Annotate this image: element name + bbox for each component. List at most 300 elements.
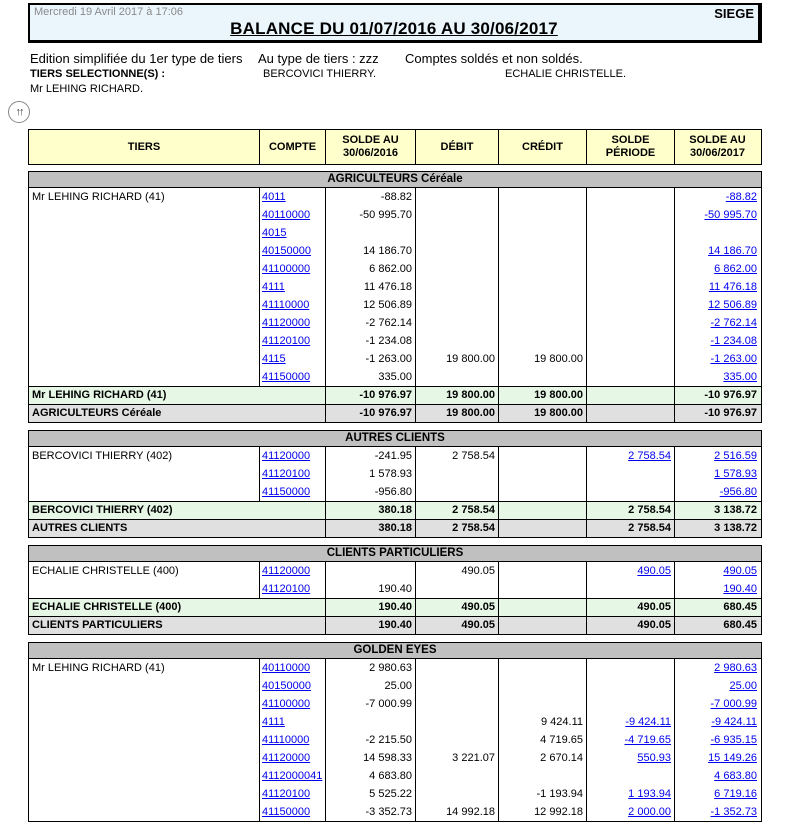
solde-periode-link[interactable]: 2 000.00 — [628, 806, 671, 818]
total-label: AUTRES CLIENTS — [32, 522, 128, 534]
solde-2017-cell — [674, 659, 760, 677]
report-page — [15, 3, 762, 822]
table-row — [29, 242, 761, 260]
subtotal-value: 19 800.00 — [415, 387, 498, 404]
tiers-cell — [29, 314, 259, 332]
compte-cell — [259, 580, 325, 598]
section-golden-eyes — [28, 642, 762, 822]
solde-2017-cell — [674, 224, 760, 242]
section-agriculteurs-c-r-ale — [28, 171, 762, 423]
compte-link[interactable]: 41120000 — [262, 752, 311, 764]
solde-2017-link[interactable]: -2 762.14 — [710, 317, 757, 329]
solde-2016-cell: 190.40 — [325, 580, 415, 598]
table-row — [29, 350, 761, 368]
table-row — [29, 368, 761, 386]
compte-link[interactable]: 40110000 — [262, 209, 311, 221]
column-header-solde-periode: SOLDE PÉRIODE — [586, 130, 674, 164]
compte-link[interactable]: 41120100 — [262, 583, 311, 595]
subtotal-value: 680.45 — [674, 599, 760, 616]
solde-2016-cell: -241.95 — [325, 447, 415, 465]
total-value: 3 138.72 — [674, 520, 760, 537]
section-autres-clients — [28, 430, 762, 538]
table-row — [29, 188, 761, 206]
table-row — [29, 206, 761, 224]
solde-2016-cell: -7 000.99 — [325, 695, 415, 713]
solde-2017-cell — [674, 731, 760, 749]
debit-cell: 19 800.00 — [415, 350, 498, 368]
solde-2016-cell: 335.00 — [325, 368, 415, 386]
debit-cell — [415, 713, 498, 731]
compte-cell — [259, 749, 325, 767]
solde-2017-cell — [674, 260, 760, 278]
table-row — [29, 695, 761, 713]
report-meta — [28, 51, 762, 99]
credit-cell: 9 424.11 — [498, 713, 586, 731]
tiers-cell: Mr LEHING RICHARD (41) — [32, 662, 165, 674]
solde-periode-link[interactable]: 2 758.54 — [628, 450, 671, 462]
solde-2017-link[interactable]: 2 980.63 — [714, 662, 757, 674]
debit-cell — [415, 278, 498, 296]
tiers-cell — [29, 465, 259, 483]
solde-2017-link[interactable]: 2 516.59 — [714, 450, 757, 462]
solde-2017-link[interactable]: 490.05 — [723, 565, 757, 577]
subtotal-value: 19 800.00 — [498, 387, 586, 404]
compte-cell — [259, 713, 325, 731]
compte-link[interactable]: 41100000 — [262, 698, 311, 710]
compte-cell — [259, 350, 325, 368]
tiers-cell: ECHALIE CHRISTELLE (400) — [32, 565, 179, 577]
solde-periode-cell — [586, 296, 674, 314]
compte-link[interactable]: 40150000 — [262, 680, 311, 692]
solde-periode-cell — [586, 677, 674, 695]
compte-link[interactable]: 40110000 — [262, 662, 311, 674]
tiers-cell — [29, 296, 259, 314]
column-header-solde-2016: SOLDE AU 30/06/2016 — [325, 130, 415, 164]
solde-2017-cell — [674, 314, 760, 332]
report-datetime: Mercredi 19 Avril 2017 à 17:06 — [34, 6, 183, 18]
compte-cell — [259, 803, 325, 821]
solde-2017-cell — [674, 296, 760, 314]
tiers-cell — [29, 224, 259, 242]
solde-periode-cell — [586, 278, 674, 296]
credit-cell — [498, 242, 586, 260]
table-row — [29, 803, 761, 821]
compte-link[interactable]: 41110000 — [262, 299, 310, 311]
tiers-cell — [29, 713, 259, 731]
tiers-cell — [29, 785, 259, 803]
tiers-cell — [29, 803, 259, 821]
solde-2016-cell: -1 234.08 — [325, 332, 415, 350]
solde-2017-link[interactable]: -1 234.08 — [710, 335, 757, 347]
solde-2016-cell — [325, 713, 415, 731]
solde-periode-cell — [586, 785, 674, 803]
comptes-mode: Comptes soldés et non soldés. — [405, 51, 583, 66]
section-title: AGRICULTEURS Céréale — [29, 172, 761, 188]
solde-periode-cell — [586, 188, 674, 206]
table-row — [29, 278, 761, 296]
solde-2016-cell: 6 862.00 — [325, 260, 415, 278]
solde-2017-link[interactable]: 14 186.70 — [708, 245, 757, 257]
subtotal-value: -10 976.97 — [325, 387, 415, 404]
debit-cell — [415, 731, 498, 749]
solde-periode-cell — [586, 350, 674, 368]
solde-2017-link[interactable]: -88.82 — [725, 191, 757, 203]
solde-periode-link[interactable]: 490.05 — [637, 565, 671, 577]
solde-2017-cell — [674, 465, 760, 483]
table-header — [28, 129, 762, 165]
compte-cell — [259, 188, 325, 206]
credit-cell — [498, 314, 586, 332]
total-value — [498, 617, 586, 634]
solde-2016-cell: -2 215.50 — [325, 731, 415, 749]
solde-2016-cell: 5 525.22 — [325, 785, 415, 803]
compte-link[interactable]: 4015 — [262, 227, 287, 239]
solde-2017-link[interactable]: 15 149.26 — [708, 752, 757, 764]
solde-2017-link[interactable]: 4 683.80 — [714, 770, 757, 782]
solde-2017-cell — [674, 785, 760, 803]
solde-2016-cell: -956.80 — [325, 483, 415, 501]
subtotal-value: -10 976.97 — [674, 387, 760, 404]
solde-2016-cell: 25.00 — [325, 677, 415, 695]
total-label: CLIENTS PARTICULIERS — [32, 619, 163, 631]
credit-cell: -1 193.94 — [498, 785, 586, 803]
column-header-compte: COMPTE — [259, 130, 325, 164]
section-title: CLIENTS PARTICULIERS — [29, 546, 761, 562]
subtotal-value: 490.05 — [415, 599, 498, 616]
tiers-cell: Mr LEHING RICHARD (41) — [32, 191, 165, 203]
selected-tiers-3: Mr LEHING RICHARD. — [30, 83, 144, 95]
compte-link[interactable]: 4112000041 — [262, 770, 323, 782]
solde-2017-link[interactable]: 335.00 — [723, 371, 757, 383]
subtotal-label: ECHALIE CHRISTELLE (400) — [32, 601, 182, 613]
compte-cell — [259, 677, 325, 695]
debit-cell — [415, 695, 498, 713]
total-value: 19 800.00 — [415, 405, 498, 422]
subtotal-value — [586, 387, 674, 404]
column-header-solde-2017: SOLDE AU 30/06/2017 — [674, 130, 760, 164]
solde-2017-cell — [674, 332, 760, 350]
solde-periode-link[interactable]: -9 424.11 — [625, 716, 671, 728]
credit-cell — [498, 278, 586, 296]
debit-cell: 3 221.07 — [415, 749, 498, 767]
table-row — [29, 224, 761, 242]
compte-cell — [259, 368, 325, 386]
credit-cell — [498, 206, 586, 224]
credit-cell — [498, 767, 586, 785]
solde-2017-cell — [674, 713, 760, 731]
credit-cell — [498, 562, 586, 580]
solde-2017-cell — [674, 562, 760, 580]
solde-periode-cell — [586, 695, 674, 713]
subtotal-row — [29, 501, 761, 519]
tiers-cell — [29, 278, 259, 296]
solde-2016-cell: -3 352.73 — [325, 803, 415, 821]
compte-link[interactable]: 41120000 — [262, 317, 311, 329]
solde-2017-cell — [674, 580, 760, 598]
solde-periode-cell — [586, 580, 674, 598]
compte-link[interactable]: 41120100 — [262, 788, 311, 800]
total-row — [29, 404, 761, 422]
debit-cell — [415, 368, 498, 386]
column-header-tiers: TIERS — [127, 140, 161, 153]
solde-periode-link[interactable]: 1 193.94 — [628, 788, 671, 800]
tiers-cell — [29, 580, 259, 598]
tiers-type: Au type de tiers : zzz — [258, 51, 379, 66]
selected-tiers-2: ECHALIE CHRISTELLE. — [505, 68, 627, 80]
section-title: GOLDEN EYES — [29, 643, 761, 659]
section-clients-particuliers — [28, 545, 762, 635]
solde-periode-cell — [586, 332, 674, 350]
tiers-cell — [29, 749, 259, 767]
org-label: SIEGE — [714, 6, 754, 21]
subtotal-row — [29, 386, 761, 404]
debit-cell — [415, 188, 498, 206]
tiers-cell — [29, 206, 259, 224]
total-label: AGRICULTEURS Céréale — [32, 407, 162, 419]
solde-2017-link[interactable]: 6 719.16 — [714, 788, 757, 800]
compte-cell — [259, 731, 325, 749]
compte-cell — [259, 767, 325, 785]
solde-periode-cell — [586, 483, 674, 501]
solde-periode-cell — [586, 767, 674, 785]
solde-periode-cell — [586, 314, 674, 332]
table-row — [29, 260, 761, 278]
credit-cell — [498, 659, 586, 677]
solde-2016-cell — [325, 224, 415, 242]
solde-periode-link[interactable]: -4 719.65 — [624, 734, 671, 746]
debit-cell — [415, 224, 498, 242]
credit-cell — [498, 465, 586, 483]
column-header-debit: DÉBIT — [415, 130, 498, 164]
solde-periode-cell — [586, 659, 674, 677]
compte-cell — [259, 447, 325, 465]
total-value: 2 758.54 — [415, 520, 498, 537]
tiers-cell — [29, 677, 259, 695]
solde-periode-cell — [586, 562, 674, 580]
total-value: -10 976.97 — [325, 405, 415, 422]
solde-periode-cell — [586, 224, 674, 242]
compte-link[interactable]: 41120100 — [262, 468, 311, 480]
table-row — [29, 483, 761, 501]
solde-2017-link[interactable]: -1 263.00 — [710, 353, 757, 365]
credit-cell: 12 992.18 — [498, 803, 586, 821]
debit-cell — [415, 332, 498, 350]
total-value: 19 800.00 — [498, 405, 586, 422]
debit-cell — [415, 677, 498, 695]
report-banner — [28, 3, 762, 43]
compte-link[interactable]: 41110000 — [262, 734, 310, 746]
compte-cell — [259, 242, 325, 260]
compte-link[interactable]: 41150000 — [262, 806, 311, 818]
debit-cell: 490.05 — [415, 562, 498, 580]
section-title: AUTRES CLIENTS — [29, 431, 761, 447]
solde-2017-cell — [674, 767, 760, 785]
solde-periode-cell — [586, 447, 674, 465]
subtotal-value: 490.05 — [586, 599, 674, 616]
table-row — [29, 447, 761, 465]
table-row — [29, 731, 761, 749]
solde-2016-cell: -50 995.70 — [325, 206, 415, 224]
solde-2016-cell: 12 506.89 — [325, 296, 415, 314]
total-row — [29, 519, 761, 537]
solde-periode-cell — [586, 713, 674, 731]
table-row — [29, 332, 761, 350]
subtotal-value: 2 758.54 — [586, 502, 674, 519]
table-body — [28, 171, 762, 822]
solde-2017-cell — [674, 749, 760, 767]
selected-tiers-1: BERCOVICI THIERRY. — [263, 68, 377, 80]
solde-2016-cell — [325, 562, 415, 580]
total-value: 680.45 — [674, 617, 760, 634]
subtotal-value — [498, 599, 586, 616]
solde-2017-cell — [674, 677, 760, 695]
credit-cell — [498, 695, 586, 713]
solde-2017-cell — [674, 695, 760, 713]
table-row — [29, 767, 761, 785]
subtotal-value: 380.18 — [325, 502, 415, 519]
credit-cell — [498, 188, 586, 206]
compte-link[interactable]: 41120100 — [262, 335, 311, 347]
table-row — [29, 580, 761, 598]
compte-link[interactable]: 4011 — [262, 191, 286, 203]
tiers-cell — [29, 368, 259, 386]
solde-2017-link[interactable]: 6 862.00 — [714, 263, 757, 275]
solde-2017-link[interactable]: -50 995.70 — [704, 209, 757, 221]
table-row — [29, 562, 761, 580]
solde-2016-cell: 14 598.33 — [325, 749, 415, 767]
tiers-cell: BERCOVICI THIERRY (402) — [32, 450, 172, 462]
solde-2016-cell: 11 476.18 — [325, 278, 415, 296]
selected-tiers-label: TIERS SELECTIONNE(S) : — [30, 68, 166, 80]
solde-periode-cell — [586, 465, 674, 483]
credit-cell: 2 670.14 — [498, 749, 586, 767]
credit-cell — [498, 260, 586, 278]
solde-periode-cell — [586, 260, 674, 278]
debit-cell — [415, 465, 498, 483]
solde-2017-link[interactable]: -1 352.73 — [710, 806, 757, 818]
solde-2017-link[interactable]: 190.40 — [723, 583, 757, 595]
compte-link[interactable]: 41120000 — [262, 450, 311, 462]
compte-link[interactable]: 4115 — [262, 353, 286, 365]
total-value: 190.40 — [325, 617, 415, 634]
debit-cell — [415, 314, 498, 332]
tiers-cell — [29, 767, 259, 785]
credit-cell: 19 800.00 — [498, 350, 586, 368]
compte-link[interactable]: 41150000 — [262, 371, 311, 383]
compte-cell — [259, 224, 325, 242]
credit-cell: 4 719.65 — [498, 731, 586, 749]
subtotal-value — [498, 502, 586, 519]
debit-cell — [415, 659, 498, 677]
credit-cell — [498, 224, 586, 242]
table-row — [29, 659, 761, 677]
total-value — [586, 405, 674, 422]
solde-periode-cell — [586, 242, 674, 260]
solde-2017-cell — [674, 206, 760, 224]
compte-cell — [259, 314, 325, 332]
tiers-cell — [29, 332, 259, 350]
solde-2017-link[interactable]: 12 506.89 — [708, 299, 757, 311]
solde-periode-cell — [586, 368, 674, 386]
compte-link[interactable]: 41150000 — [262, 486, 311, 498]
compte-cell — [259, 260, 325, 278]
credit-cell — [498, 677, 586, 695]
compte-cell — [259, 562, 325, 580]
tiers-cell — [29, 242, 259, 260]
subtotal-value: 3 138.72 — [674, 502, 760, 519]
tiers-cell — [29, 483, 259, 501]
page-title: BALANCE DU 01/07/2016 AU 30/06/2017 — [230, 19, 558, 38]
compte-cell — [259, 695, 325, 713]
compte-cell — [259, 659, 325, 677]
credit-cell — [498, 332, 586, 350]
solde-2017-cell — [674, 803, 760, 821]
tiers-cell — [29, 695, 259, 713]
edition-type: Edition simplifiée du 1er type de tiers — [30, 51, 243, 66]
solde-2017-link[interactable]: -9 424.11 — [711, 716, 757, 728]
compte-link[interactable]: 41100000 — [262, 263, 311, 275]
solde-2017-link[interactable]: -7 000.99 — [710, 698, 757, 710]
solde-2017-cell — [674, 368, 760, 386]
total-row — [29, 616, 761, 634]
table-row — [29, 296, 761, 314]
credit-cell — [498, 447, 586, 465]
compte-cell — [259, 206, 325, 224]
solde-2016-cell: -2 762.14 — [325, 314, 415, 332]
compte-link[interactable]: 4111 — [262, 281, 285, 293]
table-row — [29, 465, 761, 483]
compte-link[interactable]: 4111 — [262, 716, 285, 728]
debit-cell — [415, 767, 498, 785]
debit-cell — [415, 483, 498, 501]
total-value: 2 758.54 — [586, 520, 674, 537]
solde-2016-cell: 4 683.80 — [325, 767, 415, 785]
solde-2017-cell — [674, 278, 760, 296]
tiers-cell — [29, 731, 259, 749]
debit-cell — [415, 242, 498, 260]
solde-periode-cell — [586, 731, 674, 749]
solde-2017-link[interactable]: 1 578.93 — [714, 468, 757, 480]
compte-cell — [259, 332, 325, 350]
solde-2016-cell: 1 578.93 — [325, 465, 415, 483]
solde-2017-link[interactable]: -956.80 — [719, 486, 757, 498]
solde-periode-cell — [586, 206, 674, 224]
compte-link[interactable]: 40150000 — [262, 245, 311, 257]
total-value: 490.05 — [586, 617, 674, 634]
table-row — [29, 749, 761, 767]
solde-2017-cell — [674, 447, 760, 465]
solde-2017-link[interactable]: 25.00 — [729, 680, 757, 692]
debit-cell: 14 992.18 — [415, 803, 498, 821]
solde-2017-cell — [674, 188, 760, 206]
solde-2017-link[interactable]: 11 476.18 — [708, 281, 757, 293]
total-value: -10 976.97 — [674, 405, 760, 422]
solde-2017-link[interactable]: -6 935.15 — [710, 734, 757, 746]
tiers-cell — [29, 350, 259, 368]
solde-2016-cell: 14 186.70 — [325, 242, 415, 260]
debit-cell — [415, 580, 498, 598]
debit-cell — [415, 785, 498, 803]
debit-cell — [415, 296, 498, 314]
solde-periode-cell — [586, 749, 674, 767]
compte-cell — [259, 278, 325, 296]
solde-periode-link[interactable]: 550.93 — [637, 752, 671, 764]
column-header-credit: CRÉDIT — [498, 130, 586, 164]
compte-link[interactable]: 41120000 — [262, 565, 311, 577]
solde-2017-cell — [674, 242, 760, 260]
credit-cell — [498, 368, 586, 386]
scroll-top-icon[interactable]: ↑↑ — [8, 101, 30, 123]
